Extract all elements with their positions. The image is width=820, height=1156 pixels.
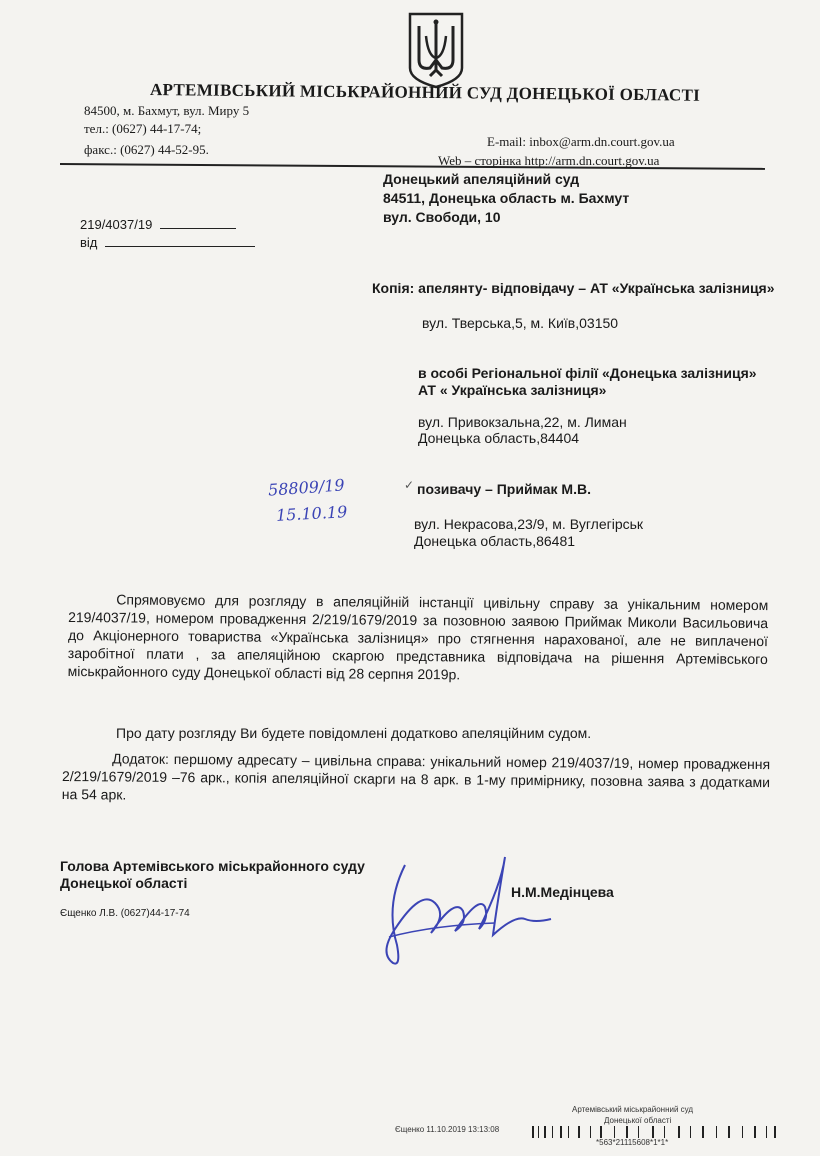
reference-number: [80, 217, 236, 232]
court-email: E-mail: inbox@arm.dn.court.gov.ua: [487, 134, 675, 149]
reference-date-blank: [105, 246, 255, 247]
handwritten-signature: [375, 845, 555, 975]
reference-date: [80, 235, 255, 250]
court-fax: факс.: (0627) 44-52-95.: [84, 142, 209, 157]
copy-title: Копія: апелянту- відповідачу – АТ «Українська залізниця»: [372, 280, 775, 296]
footer-timestamp: Єщенко 11.10.2019 13:13:08: [395, 1125, 500, 1134]
barcode-icon: [530, 1126, 780, 1138]
body-paragraph-1: Спрямовуємо для розгляду в апеляційній інстанції цивільну справу за унікальним номером 219/4037/19, номером провадження 2/219/1679/2019 за позовною заявою Приймак Миколи Васильовича до Акціонерного товариства «Українська залізниця» про стягнення нарахованої, але не виплаченої заробітної плати , за апеляційною скаргою представника відповідача на рішення Артемівського міськрайонного суду Донецької області від 28 серпня 2019р.: [67, 591, 769, 683]
recipient-line-1: Донецький апеляційний суд: [383, 171, 580, 187]
footer-region: Донецької області: [604, 1116, 672, 1125]
reference-date-label: від: [80, 235, 98, 250]
plaintiff-address-2: Донецька область,86481: [414, 533, 576, 549]
barcode-text: *563*21115608*1*1*: [596, 1138, 669, 1147]
coat-of-arms-icon: [406, 10, 466, 90]
branch-address-2: Донецька область,84404: [418, 430, 580, 446]
recipient-line-2: 84511, Донецька область м. Бахмут: [383, 190, 630, 206]
branch-line-2: АТ « Українська залізниця»: [418, 382, 607, 398]
recipient-line-3: вул. Свободи, 10: [383, 209, 501, 225]
signatory-name: Н.М.Медінцева: [511, 884, 614, 900]
checkmark-icon: ✓: [404, 478, 415, 492]
handwritten-reg-number: 58809/19: [267, 475, 346, 500]
attachments-paragraph: Додаток: першому адресату – цивільна справа: унікальний номер 219/4037/19, номер провадження 2/219/1679/2019 –76 арк., копія апеляційної скарги на 8 арк. в 1-му примірнику, позовна заява з додатками на 54 арк.: [61, 750, 771, 803]
branch-address-1: вул. Привокзальна,22, м. Лиман: [418, 414, 627, 430]
court-website: Web – сторінка http://arm.dn.court.gov.ua: [438, 153, 660, 168]
reference-number-blank: [160, 228, 236, 229]
branch-line-1: в особі Регіональної філії «Донецька залізниця»: [418, 365, 757, 381]
court-address: 84500, м. Бахмут, вул. Миру 5: [84, 103, 250, 118]
signatory-title-2: Донецької області: [60, 875, 188, 891]
plaintiff-title: позивачу – Приймак М.В.: [417, 481, 591, 497]
handwritten-reg-date: 15.10.19: [275, 502, 348, 525]
court-name: АРТЕМІВСЬКИЙ МІСЬКРАЙОННИЙ СУД ДОНЕЦЬКОЇ ОБЛАСТІ: [149, 80, 701, 105]
reference-number-value: 219/4037/19: [80, 217, 153, 232]
court-phone: тел.: (0627) 44-17-74;: [84, 121, 202, 136]
copy-address: вул. Тверська,5, м. Київ,03150: [422, 315, 619, 331]
signatory-title-1: Голова Артемівського міськрайонного суду: [60, 858, 365, 874]
executor-info: Єщенко Л.В. (0627)44-17-74: [60, 908, 190, 919]
body-paragraph-2: Про дату розгляду Ви будете повідомлені додатково апеляційним судом.: [116, 725, 592, 741]
plaintiff-address-1: вул. Некрасова,23/9, м. Вуглегірськ: [414, 516, 644, 532]
footer-court: Артемівський міськрайонний суд: [572, 1105, 694, 1114]
